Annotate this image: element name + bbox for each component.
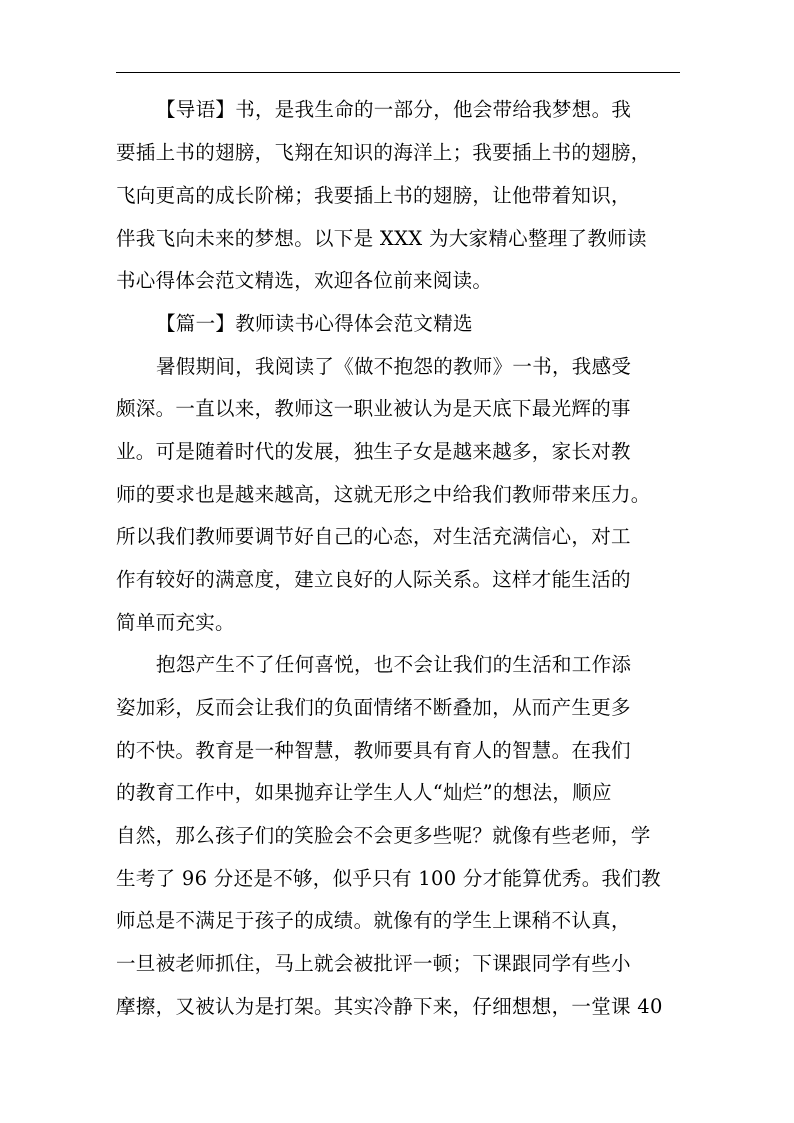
paragraph-2-line-5: 自然，那么孩子们的笑脸会不会更多些呢？就像有些老师，学 (116, 824, 651, 847)
paragraph-2-line-6: 生考了 96 分还是不够，似乎只有 100 分才能算优秀。我们教 (116, 867, 661, 890)
paragraph-2-line-4: 的教育工作中，如果抛弃让学生人人“灿烂”的想法，顺应 (116, 781, 612, 804)
paragraph-1-line-3: 业。可是随着时代的发展，独生子女是越来越多，家长对教 (116, 440, 631, 463)
paragraph-1-line-7: 简单而充实。 (116, 611, 235, 634)
paragraph-2-line-8: 一旦被老师抓住，马上就会被批评一顿；下课跟同学有些小 (116, 952, 631, 975)
intro-line-5: 书心得体会范文精选，欢迎各位前来阅读。 (116, 269, 493, 292)
intro-line-1: 【导语】书，是我生命的一部分，他会带给我梦想。我 (156, 98, 632, 121)
intro-line-2: 要插上书的翅膀，飞翔在知识的海洋上；我要插上书的翅膀， (116, 141, 651, 164)
paragraph-1-line-6: 作有较好的满意度，建立良好的人际关系。这样才能生活的 (116, 568, 631, 591)
section-heading: 【篇一】教师读书心得体会范文精选 (156, 312, 473, 335)
intro-line-3: 飞向更高的成长阶梯；我要插上书的翅膀，让他带着知识， (116, 184, 631, 207)
paragraph-1-line-4: 师的要求也是越来越高，这就无形之中给我们教师带来压力。 (116, 483, 651, 506)
paragraph-2-line-3: 的不快。教育是一种智慧，教师要具有育人的智慧。在我们 (116, 739, 631, 762)
paragraph-1-line-5: 所以我们教师要调节好自己的心态，对生活充满信心，对工 (116, 525, 631, 548)
paragraph-2-line-2: 姿加彩，反而会让我们的负面情绪不断叠加，从而产生更多 (116, 696, 631, 719)
header-rule (116, 72, 680, 73)
paragraph-1-line-1: 暑假期间，我阅读了《做不抱怨的教师》一书，我感受 (156, 355, 632, 378)
paragraph-2-line-9: 摩擦，又被认为是打架。其实冷静下来，仔细想想，一堂课 40 (116, 995, 663, 1018)
intro-line-4: 伴我飞向未来的梦想。以下是 XXX 为大家精心整理了教师读 (116, 227, 647, 250)
paragraph-1-line-2: 颇深。一直以来，教师这一职业被认为是天底下最光辉的事 (116, 397, 631, 420)
paragraph-2-line-7: 师总是不满足于孩子的成绩。就像有的学生上课稍不认真， (116, 909, 631, 932)
paragraph-2-line-1: 抱怨产生不了任何喜悦，也不会让我们的生活和工作添 (156, 653, 632, 676)
